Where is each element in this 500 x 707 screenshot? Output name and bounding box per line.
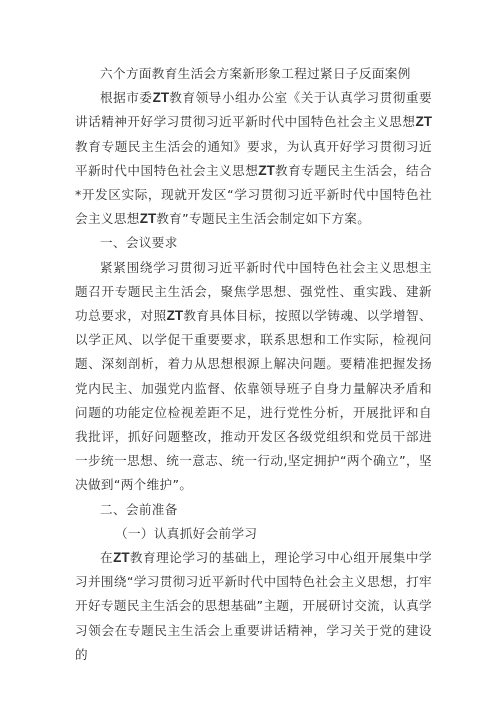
zt-abbreviation: ZT: [258, 162, 275, 178]
intro-paragraph: 根据市委ZT教育领导小组办公室《关于认真学习贯彻重要讲话精神开好学习贯彻习近平新时代中国特色社会主义思想ZT教育专题民主生活会的通知》要求，为认真开好学习贯彻习近平新时代中国特色社会主义思想ZT教育专题民主生活会，结合*开发区实际，现就开发区“学习贯彻习近平新时代中国特色社会主义思想ZT教育”专题民主生活会制定如下方案。: [75, 90, 433, 227]
section-heading-meeting-requirements: 一、会议要求: [100, 235, 178, 251]
zt-abbreviation: ZT: [166, 308, 184, 324]
zt-abbreviation: ZT: [415, 114, 432, 130]
study-paragraph: 在ZT教育理论学习的基础上，理论学习中心组开展集中学习并围绕“学习贯彻习近平新时代中国特色社会主义思想，打牢开好专题民主生活会的思想基础”主题，开展研讨交流，认真学习领会在专题民主生活会上重要讲话精神，学习关于党的建设的: [75, 550, 432, 662]
document-body: [75, 62, 432, 667]
subsection-heading-study: （一）认真抓好会前学习: [115, 525, 258, 541]
zt-abbreviation: ZT: [152, 90, 170, 106]
document-title: 六个方面教育生活会方案新形象工程过紧日子反面案例: [100, 66, 411, 81]
section-heading-preparation: 二、会前准备: [100, 501, 178, 517]
zt-abbreviation: ZT: [139, 211, 157, 227]
meeting-requirements-paragraph: 紧紧围绕学习贯彻习近平新时代中国特色社会主义思想主题召开专题民主生活会，聚焦学思想、强党性、重实践、建新功总要求，对照ZT教育具体目标，按照以学铸魂、以学增智、以学正风、以学促干重要要求，联系思想和工作实际，检视问题、深刻剖析，着力从思想根源上解决问题。要精准把握发扬党内民主、加强党内监督、依靠领导班子自身力量解决矛盾和问题的功能定位检视差距不足，进行党性分析，开展批评和自我批评，抓好问题整改，推动开发区各级党组织和党员干部进一步统一思想、统一意志、统一行动,坚定拥护“两个确立”，坚决做到“两个维护”。: [75, 259, 432, 493]
zt-abbreviation: ZT: [113, 550, 130, 566]
